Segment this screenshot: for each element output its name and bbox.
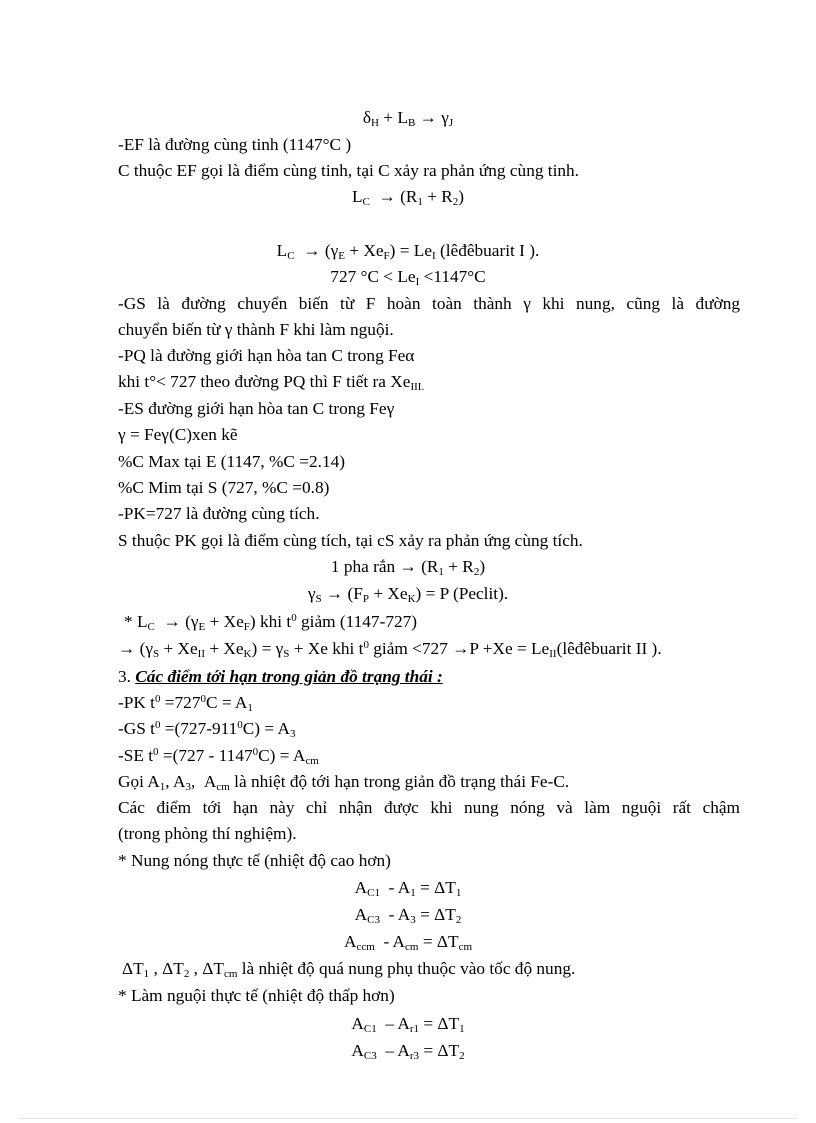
text-line: C thuộc EF gọi là điểm cùng tinh, tại C xảy ra phản ứng cùng tinh. [118, 161, 580, 180]
text-line: → $(\gamma_S + Xe_{II} + Xe_K) = \gamma_S + Xe$ khi $t^0$ giảm $<727 \to P +Xe = Le_{II}(lêđêbuarit$ II ). [118, 639, 662, 660]
text-line: * Làm nguội thực tế (nhiệt độ thấp hơn) [118, 986, 395, 1005]
equation-heating-1: $A_{C1} - A_1 = \Delta T_1$ [354, 878, 462, 899]
equation-pearlite: $\gamma_S \to (F_P + Xe_K) = P$ (Peclit). [307, 584, 509, 605]
text-line: -GS là đường chuyển biến từ F hoàn toàn thành γ khi nung, cũng là đường [118, 294, 740, 313]
text-line: (trong phòng thí nghiệm). [118, 824, 297, 843]
equation-eutectic: $L_C \to (R_1 + R_2)$ [351, 187, 465, 208]
page-bottom-divider [20, 1118, 796, 1119]
equation-range: 727 $^\circ C < Le_I <1147^\circ C$ [330, 267, 486, 288]
text-line: * $L_C \to (\gamma_E + Xe_F)$ khi $t^0$ giảm (1147-727) [124, 612, 418, 633]
text-line: %C Max tại E (1147, %C =2.14) [118, 452, 346, 471]
section-heading: 3. Các điểm tới hạn trong giản đồ trạng thái : [118, 667, 443, 686]
text-line: S thuộc PK gọi là điểm cùng tích, tại cS xảy ra phản ứng cùng tích. [118, 531, 583, 550]
equation-ledeburite: $L_C \to (\gamma_E + Xe_F) = Le_I$ (lêđêbuarit I ). [276, 241, 540, 262]
text-line: %C Mim tại S (727, %C =0.8) [118, 478, 330, 497]
text-line: -PQ là đường giới hạn hòa tan C trong Feα [118, 346, 415, 365]
text-line: Gọi $A_1$, $A_3$, $A_{cm}$ là nhiệt độ tới hạn trong giản đồ trạng thái Fe-C. [118, 772, 570, 793]
text-line: -PK $t^0 =727^0C = A_1$ [118, 693, 253, 714]
equation-heating-3: $A_{ccm} - A_{cm} = \Delta T_{cm}$ [343, 932, 473, 953]
text-line: -GS $t^0 =(727-911^0C) = A_3$ [118, 719, 296, 740]
equation-peritectic: $\delta_H + L_B \to \gamma_J$ [362, 108, 454, 129]
text-line: chuyển biến từ γ thành F khi làm nguội. [118, 320, 394, 339]
text-line: khi t°< 727 theo đường PQ thì F tiết ra $Xe_{III.}$ [118, 372, 425, 393]
text-line: -SE $t^0 =(727 - 1147^0C) = A_{cm}$ [118, 746, 319, 767]
text-line: * Nung nóng thực tế (nhiệt độ cao hơn) [118, 851, 391, 870]
text-line: $\Delta T_1$ , $\Delta T_2$ , $\Delta T_{cm}$ là nhiệt độ quá nung phụ thuộc vào tốc độ nung. [122, 959, 576, 980]
equation-cooling-2: $A_{C3} - A_{r3} = \Delta T_2$ [351, 1041, 465, 1062]
text-line: -PK=727 là đường cùng tích. [118, 504, 320, 523]
text-line: -EF là đường cùng tinh (1147°C ) [118, 135, 352, 154]
text-line: γ = Feγ(C)xen kẽ [118, 425, 238, 444]
text-line: Các điểm tới hạn này chỉ nhận được khi nung nóng và làm nguội rất chậm [118, 798, 740, 817]
text-line: -ES đường giới hạn hòa tan C trong Feγ [118, 399, 395, 418]
equation-cooling-1: $A_{C1} - A_{r1} = \Delta T_1$ [351, 1014, 465, 1035]
equation-heating-2: $A_{C3} - A_3 = \Delta T_2$ [354, 905, 462, 926]
equation-solid-phase: 1 pha rắn → $(R_1 + R_2)$ [330, 557, 486, 578]
